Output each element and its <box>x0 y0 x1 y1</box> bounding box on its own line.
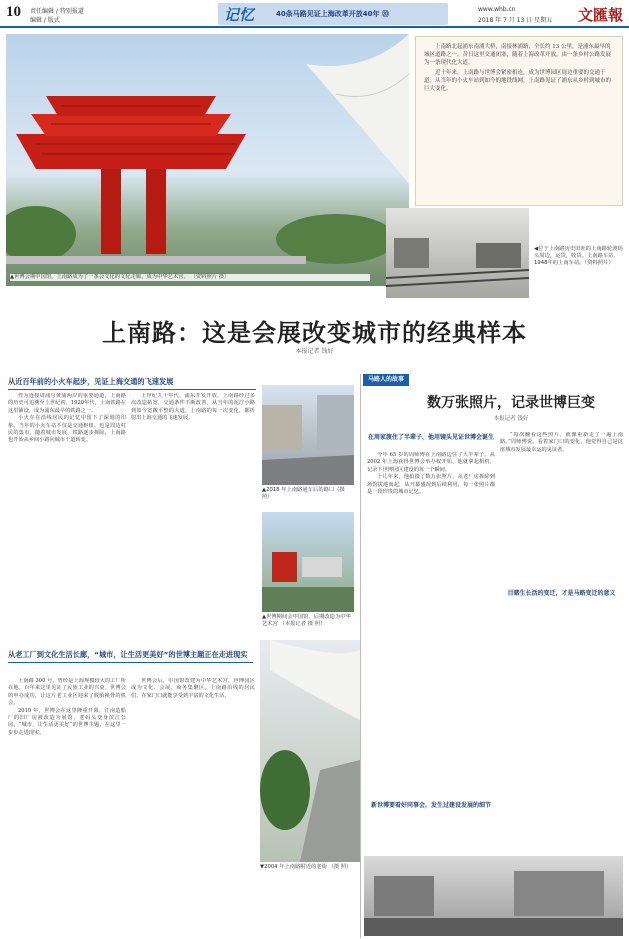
archive-illustration <box>386 208 529 298</box>
sidebar-col-2 <box>500 432 623 582</box>
section-2-col-2 <box>131 678 255 936</box>
intro-paragraph: 上南路北起浦东南浦大桥，南接林浦路，全长约 13 公里，是浦东最早的城区道路之一。昔日这里交通闭塞，随着上海改革开放，由一条乡村公路发展为一条现代化大道。 <box>424 44 612 66</box>
sidebar-subhead: 新世博要看好同事会，发生过建设发展的细节 <box>370 802 491 809</box>
section-1-paragraph: 小火车在沿线居民的记忆中留下了深刻的印象。当年的小火车站不仅是交通枢纽，也是周边村民的集市。随着城市发展，铁路逐步拆除，上南路也开始从乡间小路向城市干道转变。 <box>8 415 126 444</box>
sidebar-byline: 本报记者 钱好 <box>493 416 529 422</box>
intro-paragraph: 近十年来，上南路与世博会紧密相连，成为世博园区周边重要的交通干道。从当年的小火车站到如今的地铁线网，上南路见证了浦东从乡村到城市的巨大变化。 <box>424 70 612 92</box>
header-meta-2: 编辑 / 版式 <box>30 17 60 24</box>
sidebar-col-1 <box>367 452 495 792</box>
section-2-paragraph: 2010 年，世博会在这里隆重开幕。江南造船厂的旧厂房被改造为展馆，老码头变身滨江公园。“城市，让生活更美好”的世博主题，在这里一步步走进现实。 <box>8 707 126 736</box>
site-url: www.whb.cn <box>478 6 516 13</box>
street-illustration <box>262 385 354 485</box>
section-1-heading: 从近百年前的小火车起步，见证上海交通的飞速发展 <box>8 377 256 390</box>
main-headline: 上南路：这是会展改变城市的经典样本 <box>102 318 527 347</box>
pavilion-photo-caption: ▲世博会期中国馆，上南路成为了一条会文化的文化走廊，成为中华艺术宫。 （资料照片 摄） <box>10 274 370 281</box>
china-pavilion-photo <box>6 34 409 286</box>
archive-photo-caption: ◀位于上南路历史旧址的上南路轮渡码头周边，运货，收货。上南路车站、1948年的上南车站。（资料照片） <box>534 246 623 266</box>
section-2-paragraph: 世博会后，中国馆改建为中华艺术宫，世博园区成为文化、会展、商务集聚区。上南路沿线的居民们，在家门口就能享受到丰富的文化生活。 <box>131 678 255 699</box>
sidebar-paragraph: “每次翻看这些照片，就像重新走了一遍上南路。”周师傅说，看着家门口的变化，他觉得自己是这座城市发展最幸运的见证者。 <box>500 432 623 453</box>
section-2-heading: 从老工厂到文化生活长廊，“城市，让生活更美好”的世博主题正在走进现实 <box>8 650 253 663</box>
expo-aerial-photo <box>262 512 354 612</box>
archive-photo <box>386 208 529 298</box>
header-meta-1: 责任编辑 / 特别报道 <box>30 8 84 15</box>
sidebar-subhead: 在周家渡住了半辈子，他用镜头见证世博会诞生 <box>367 434 494 441</box>
paper-logo: 文匯報 <box>577 6 623 24</box>
sidebar-paragraph: 十几年来，他拍摄了数万张照片，从老厂房拆除到场馆拔地而起，从开幕盛况到后续利用，每一张照片都是一段珍贵的城市记忆。 <box>367 474 495 496</box>
section-2-col-1 <box>8 678 126 936</box>
sidebar-title: 数万张照片，记录世博巨变 <box>427 395 595 411</box>
sidebar-tag: 马路人的故事 <box>363 374 409 386</box>
street-2018-caption: ▲2018 年上南路通车后的路口（摄 照） <box>262 487 345 500</box>
expo-aerial-caption: ▲世博期间会中国馆、后期改造为中华艺术宫 （本报记者 摄 照） <box>262 614 351 627</box>
road-2004-photo <box>260 640 360 862</box>
road-illustration <box>260 640 360 862</box>
intro-box <box>415 36 623 206</box>
sidebar-subhead: 目睹生长活的变迁，才是马路变迁的意义 <box>507 590 616 597</box>
page-number: 10 <box>6 4 21 20</box>
banner-title: 记忆 <box>224 8 255 24</box>
page-header <box>0 0 629 28</box>
historic-street-illustration <box>364 856 623 936</box>
street-2018-photo <box>262 385 354 485</box>
section-1-paragraph: 作为连接周浦与黄浦两岸的重要通道，上南路的历史可追溯至上世纪初。1920年代，上南铁路在这里铺设，成为浦东最早的铁路之一。 <box>8 393 126 414</box>
china-pavilion-illustration <box>6 34 409 286</box>
section-2-paragraph: 上南路 300 号，曾经是上海规模较大的工厂所在地。百年来这里见证了民族工业的兴衰。世博会的申办成功，让这片老工业区迎来了脱胎换骨的机会。 <box>8 678 126 707</box>
column-divider <box>360 374 361 938</box>
banner-subtitle: 40条马路见证上海改革开放40年 ⑳ <box>276 10 389 18</box>
series-banner <box>218 3 448 25</box>
road-2004-caption: ▼2004 年上南路附近的老街 （摄 照） <box>260 864 352 870</box>
section-1-paragraph: 上世纪九十年代，浦东开发开放，上南路经过多次改造拓宽，交通条件不断改善。从当年的泥泞小路到如今宽敞平整的大道，上南路的每一次变化，都折射出上海交通的飞速发展。 <box>131 393 255 422</box>
section-1-col-1 <box>8 393 126 631</box>
historic-street-photo <box>364 856 623 936</box>
issue-date: 2018 年 7 月 13 日 星期五 <box>478 17 553 24</box>
main-byline: 本报记者 钱好 <box>295 348 334 355</box>
section-1-col-2 <box>131 393 255 631</box>
expo-aerial-illustration <box>262 512 354 612</box>
sidebar-paragraph: 今年 65 岁的周师傅在上南路边住了大半辈子。从 2002 年上海获得世博会举办权开始，他就拿起相机，记录下世博园区建设的每一个瞬间。 <box>367 452 495 473</box>
